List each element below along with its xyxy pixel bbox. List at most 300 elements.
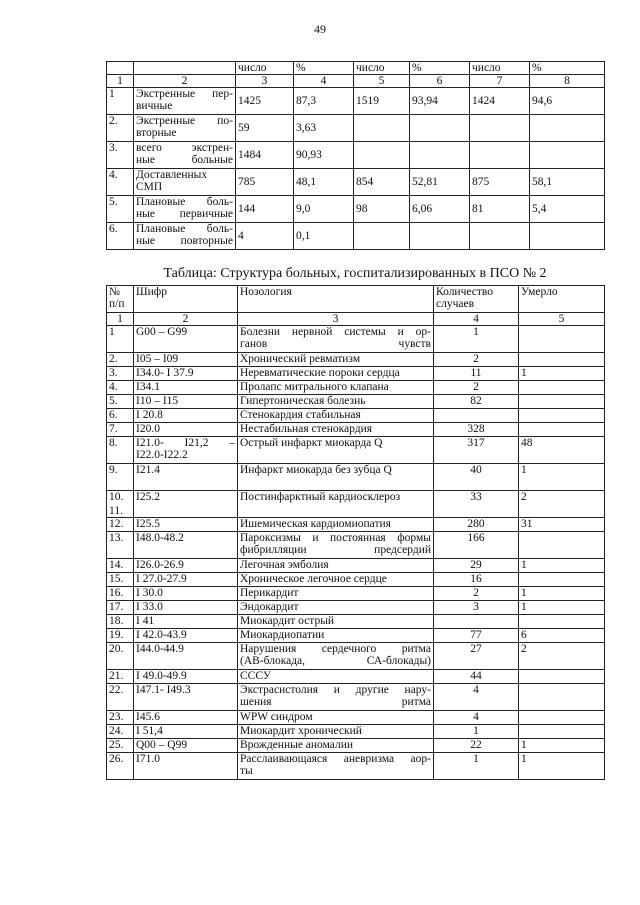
table-row: [107, 587, 605, 601]
row-number-text: 10.: [109, 491, 124, 503]
cases-count-text: 2: [473, 353, 479, 365]
value-cell-text: 875: [472, 176, 490, 188]
value-cell: [530, 88, 605, 115]
died-count: [519, 670, 605, 684]
row-number-text: 3.: [109, 367, 118, 379]
nosology: [238, 491, 434, 518]
icd-code-text: I25.5: [136, 518, 160, 530]
icd-code: [134, 739, 238, 753]
row-number: [107, 142, 134, 169]
died-count: [519, 573, 605, 587]
icd-code-text: I 20.8: [136, 409, 163, 421]
value-cell: [354, 142, 410, 169]
column-number-cell: [238, 313, 434, 326]
died-count: [519, 409, 605, 423]
row-number-text: 4.: [109, 169, 118, 181]
row-label-text: ные больные: [136, 154, 233, 166]
value-cell: [470, 115, 530, 142]
died-count: [519, 739, 605, 753]
row-label-text: всего экстрен-: [136, 142, 233, 154]
table-row: [107, 115, 605, 142]
nosology: [238, 518, 434, 532]
cases-count: [434, 559, 519, 573]
row-number: [107, 381, 134, 395]
value-cell-text: 3,63: [296, 122, 317, 134]
died-count-text: 6: [521, 629, 527, 641]
column-number-cell-text: 1: [117, 75, 123, 87]
header-cell: [410, 62, 470, 75]
nosology-text: ганов чувств: [240, 338, 431, 350]
row-label-text: Доставленных: [136, 169, 208, 181]
value-cell-text: 6,06: [412, 203, 433, 215]
row-label-text: Экстренные по-: [136, 115, 233, 127]
table-row: [107, 395, 605, 409]
row-label-text: вторные: [136, 127, 177, 139]
row-number: [107, 423, 134, 437]
header-cell: [470, 62, 530, 75]
nosology-text: Эндокардит: [240, 601, 299, 613]
row-number: [107, 326, 134, 353]
icd-code: [134, 601, 238, 615]
table-row: [107, 684, 605, 711]
row-number: [107, 223, 134, 250]
cases-count-text: 1: [473, 753, 479, 765]
died-count: [519, 326, 605, 353]
icd-code-text: I45.6: [136, 711, 160, 723]
row-number: [107, 559, 134, 573]
row-number: [107, 573, 134, 587]
nosology-text: Экстрасистолия и другие нару-: [240, 684, 431, 696]
nosology: [238, 423, 434, 437]
table-header-row: [107, 286, 605, 313]
header-cases-text: Количество: [436, 286, 493, 298]
cases-count: [434, 423, 519, 437]
table-row: [107, 518, 605, 532]
row-number: [107, 464, 134, 491]
table-row: [107, 142, 605, 169]
icd-code-text: I71.0: [136, 753, 160, 765]
icd-code-text: G00 – G99: [136, 326, 188, 338]
row-number-text: 12.: [109, 518, 124, 530]
column-number-cell-text: 1: [117, 313, 123, 325]
value-cell-text: 4: [238, 230, 244, 242]
header-cell-text: число: [356, 62, 385, 74]
column-number-cell: [134, 75, 236, 88]
value-cell-text: 90,93: [296, 149, 322, 161]
row-number: [107, 395, 134, 409]
row-label: [134, 196, 236, 223]
died-count: [519, 684, 605, 711]
nosology-text: Гипертоническая болезнь: [240, 395, 366, 407]
value-cell: [470, 88, 530, 115]
cases-count: [434, 629, 519, 643]
table-caption: Таблица: Структура больных, госпитализированных в ПСО № 2: [163, 266, 547, 281]
value-cell-text: 58,1: [532, 176, 553, 188]
column-number-cell: [354, 75, 410, 88]
column-number-cell-text: 5: [378, 75, 385, 87]
icd-code-text: I10 – I15: [136, 395, 179, 407]
cases-count: [434, 491, 519, 518]
cases-count: [434, 615, 519, 629]
row-label-text: вичные: [136, 100, 173, 112]
row-number: [107, 725, 134, 739]
value-cell: [410, 196, 470, 223]
cases-count: [434, 711, 519, 725]
value-cell-text: 1484: [238, 149, 261, 161]
cases-count: [434, 601, 519, 615]
icd-code: [134, 587, 238, 601]
row-number: [107, 409, 134, 423]
row-number: [107, 684, 134, 711]
header-cell: [294, 62, 354, 75]
row-number: [107, 437, 134, 464]
value-cell-text: 0,1: [296, 230, 311, 242]
nosology: [238, 367, 434, 381]
value-cell: [294, 196, 354, 223]
header-code-text: Шифр: [136, 286, 167, 298]
table-row: [107, 753, 605, 780]
icd-code: [134, 395, 238, 409]
header-died: [519, 286, 605, 313]
icd-code: [134, 464, 238, 491]
icd-code: [134, 491, 238, 518]
column-number-cell-text: 3: [261, 75, 268, 87]
row-number-text: 18.: [109, 615, 124, 627]
header-cell: [134, 62, 236, 75]
icd-code: [134, 573, 238, 587]
row-number-text: 17.: [109, 601, 124, 613]
table-row: [107, 464, 605, 491]
nosology-text: Перикардит: [240, 587, 299, 599]
died-count: [519, 532, 605, 559]
row-number-text: 7.: [109, 423, 118, 435]
icd-code-text: I26.0-26.9: [136, 559, 184, 571]
value-cell-text: 785: [238, 176, 256, 188]
icd-code-text: I34.1: [136, 381, 160, 393]
cases-count-text: 27: [470, 643, 482, 655]
died-count-text: 2: [521, 491, 527, 503]
nosology-text: фибрилляции предсердий: [240, 544, 431, 556]
died-count: [519, 464, 605, 491]
row-number: [107, 196, 134, 223]
column-number-cell-text: 2: [182, 313, 189, 325]
header-cell-text: %: [412, 62, 422, 74]
column-number-cell: [107, 313, 134, 326]
icd-code: [134, 711, 238, 725]
icd-code: [134, 409, 238, 423]
nosology: [238, 559, 434, 573]
header-nosology: [238, 286, 434, 313]
nosology: [238, 532, 434, 559]
value-cell: [294, 115, 354, 142]
row-number-text: 24.: [109, 725, 124, 737]
nosology: [238, 684, 434, 711]
column-number-cell: [530, 75, 605, 88]
died-count: [519, 615, 605, 629]
nosology-text: Острый инфаркт миокарда Q: [240, 437, 383, 449]
column-number-cell: [107, 75, 134, 88]
row-number-text: 19.: [109, 629, 124, 641]
icd-code-text: I 33.0: [136, 601, 163, 613]
header-cell-text: число: [472, 62, 501, 74]
died-count: [519, 381, 605, 395]
died-count: [519, 587, 605, 601]
column-number-cell: [294, 75, 354, 88]
value-cell: [354, 223, 410, 250]
icd-code-text: Q00 – Q99: [136, 739, 188, 751]
row-number-text: 20.: [109, 643, 124, 655]
value-cell: [530, 196, 605, 223]
row-number: [107, 88, 134, 115]
nosology-text: Инфаркт миокарда без зубца Q: [240, 464, 392, 476]
row-number: [107, 601, 134, 615]
header-cell: [354, 62, 410, 75]
row-number: [107, 518, 134, 532]
value-cell: [354, 88, 410, 115]
nosology: [238, 711, 434, 725]
icd-code-text: I21.4: [136, 464, 160, 476]
cases-count: [434, 409, 519, 423]
cases-count-text: 2: [473, 381, 479, 393]
value-cell-text: 81: [472, 203, 484, 215]
cases-count-text: 328: [467, 423, 485, 435]
value-cell: [354, 115, 410, 142]
died-count: [519, 367, 605, 381]
table-row: [107, 367, 605, 381]
hospitalization-structure-table: [106, 285, 605, 780]
cases-count: [434, 753, 519, 780]
header-number: [107, 286, 134, 313]
value-cell: [530, 142, 605, 169]
nosology: [238, 395, 434, 409]
nosology: [238, 409, 434, 423]
nosology: [238, 615, 434, 629]
row-number: [107, 753, 134, 780]
header-cell: [107, 62, 134, 75]
value-cell-text: 52,81: [412, 176, 438, 188]
row-number-text: 13.: [109, 532, 124, 544]
died-count: [519, 711, 605, 725]
died-count: [519, 437, 605, 464]
column-number-cell-text: 3: [332, 313, 339, 325]
nosology-text: (АВ-блокада, СА-блокады): [240, 655, 431, 667]
value-cell: [294, 223, 354, 250]
cases-count-text: 1: [473, 725, 479, 737]
icd-code-text: I 42.0-43.9: [136, 629, 187, 641]
row-number-text: 16.: [109, 587, 124, 599]
row-number: [107, 739, 134, 753]
value-cell: [530, 169, 605, 196]
died-count-text: 1: [521, 367, 527, 379]
row-number: [107, 367, 134, 381]
row-number-text: 2.: [109, 353, 118, 365]
row-number-text: 1: [109, 88, 115, 100]
cases-count: [434, 464, 519, 491]
cases-count-text: 40: [470, 464, 482, 476]
value-cell-text: 98: [356, 203, 368, 215]
nosology-text: шения ритма: [240, 696, 431, 708]
cases-count: [434, 381, 519, 395]
value-cell-text: 854: [356, 176, 374, 188]
icd-code: [134, 532, 238, 559]
value-cell: [236, 223, 294, 250]
icd-code-text: I47.1- I49.3: [136, 684, 191, 696]
value-cell-text: 87,3: [296, 95, 317, 107]
icd-code-text: I 51,4: [136, 725, 163, 737]
table-row: [107, 423, 605, 437]
nosology: [238, 643, 434, 670]
died-count-text: 1: [521, 601, 527, 613]
row-number-text: 9.: [109, 464, 118, 476]
table-row: [107, 437, 605, 464]
cases-count: [434, 532, 519, 559]
icd-code: [134, 518, 238, 532]
value-cell-text: 1424: [472, 95, 495, 107]
row-label-text: Экстренные пер-: [136, 88, 233, 100]
table-row: [107, 409, 605, 423]
died-count-text: 1: [521, 739, 527, 751]
row-number-text: 6.: [109, 409, 118, 421]
nosology-text: Миокардит острый: [240, 615, 335, 627]
cases-count-text: 16: [470, 573, 482, 585]
column-number-cell-text: 2: [181, 75, 188, 87]
value-cell: [236, 115, 294, 142]
table-row: [107, 559, 605, 573]
table-row: [107, 601, 605, 615]
row-number-text: 21.: [109, 670, 124, 682]
row-label: [134, 88, 236, 115]
value-cell-text: 1425: [238, 95, 261, 107]
cases-count-text: 29: [470, 559, 482, 571]
header-cell-text: число: [238, 62, 267, 74]
nosology-text: Хронический ревматизм: [240, 353, 361, 365]
table-row: [107, 725, 605, 739]
value-cell: [354, 169, 410, 196]
died-count-text: 31: [521, 518, 533, 530]
died-count: [519, 753, 605, 780]
icd-code: [134, 725, 238, 739]
cases-count-text: 2: [473, 587, 479, 599]
row-number-text: 1: [109, 326, 115, 338]
page-number: 49: [314, 22, 326, 36]
icd-code: [134, 753, 238, 780]
nosology-text: Ишемическая кардиомиопатия: [240, 518, 391, 530]
cases-count: [434, 395, 519, 409]
died-count-text: 2: [521, 643, 527, 655]
nosology: [238, 587, 434, 601]
nosology: [238, 725, 434, 739]
row-number: [107, 643, 134, 670]
died-count: [519, 629, 605, 643]
icd-code: [134, 437, 238, 464]
row-number-text: 5.: [109, 395, 118, 407]
row-number: [107, 491, 134, 518]
value-cell: [294, 142, 354, 169]
value-cell-text: 93,94: [412, 95, 438, 107]
nosology-text: Нестабильная стенокардия: [240, 423, 373, 435]
nosology: [238, 739, 434, 753]
row-label-text: ные первичные: [136, 208, 233, 220]
died-count: [519, 725, 605, 739]
column-number-cell: [236, 75, 294, 88]
row-label-text: ные повторные: [136, 235, 233, 247]
nosology-text: Постинфарктный кардиосклероз: [240, 491, 401, 503]
table-row: [107, 643, 605, 670]
column-number-cell: [519, 313, 605, 326]
nosology: [238, 629, 434, 643]
cases-count-text: 280: [467, 518, 485, 530]
value-cell-text: 48,1: [296, 176, 317, 188]
died-count: [519, 423, 605, 437]
column-number-cell-text: 4: [320, 75, 327, 87]
column-number-cell: [134, 313, 238, 326]
nosology-text: Стенокардия стабильная: [240, 409, 361, 421]
row-number-text: 14.: [109, 559, 124, 571]
column-number-cell: [434, 313, 519, 326]
cases-count: [434, 643, 519, 670]
nosology: [238, 381, 434, 395]
icd-code: [134, 381, 238, 395]
row-number-text: 22.: [109, 684, 124, 696]
died-count-text: 48: [521, 437, 533, 449]
row-number-text: 15.: [109, 573, 124, 585]
header-cell-text: %: [296, 62, 306, 74]
column-number-cell: [410, 75, 470, 88]
icd-code: [134, 353, 238, 367]
died-count: [519, 601, 605, 615]
icd-code: [134, 684, 238, 711]
row-label-text: Плановые боль-: [136, 223, 233, 235]
died-count: [519, 353, 605, 367]
nosology: [238, 573, 434, 587]
icd-code: [134, 629, 238, 643]
nosology-text: Врожденные аномалии: [240, 739, 354, 751]
icd-code-text: I 49.0-49.9: [136, 670, 187, 682]
icd-code-text: I48.0-48.2: [136, 532, 184, 544]
header-died-text: Умерло: [521, 286, 558, 298]
row-number-text: 23.: [109, 711, 124, 723]
icd-code-text: I 27.0-27.9: [136, 573, 187, 585]
row-label-text: СМП: [136, 181, 163, 193]
nosology: [238, 464, 434, 491]
icd-code-text: I22.0-I22.2: [136, 449, 188, 461]
row-number: [107, 169, 134, 196]
cases-count: [434, 725, 519, 739]
table-row: [107, 88, 605, 115]
value-cell: [410, 115, 470, 142]
row-number-text: 3.: [109, 142, 118, 154]
row-number: [107, 615, 134, 629]
header-number-text: №: [109, 286, 120, 298]
column-number-row: [107, 75, 605, 88]
row-number: [107, 353, 134, 367]
row-number-text: 11.: [109, 505, 123, 517]
row-label: [134, 169, 236, 196]
value-cell-text: 144: [238, 203, 256, 215]
cases-count: [434, 587, 519, 601]
died-count: [519, 643, 605, 670]
row-number-text: 25.: [109, 739, 124, 751]
cases-count-text: 77: [470, 629, 482, 641]
died-count-text: 1: [521, 587, 527, 599]
icd-code: [134, 559, 238, 573]
nosology-text: Расслаивающаяся аневризма аор-: [240, 753, 431, 765]
value-cell: [530, 223, 605, 250]
value-cell-text: 1519: [356, 95, 379, 107]
icd-code-text: I25.2: [136, 491, 160, 503]
cases-count-text: 44: [470, 670, 482, 682]
cases-count: [434, 326, 519, 353]
